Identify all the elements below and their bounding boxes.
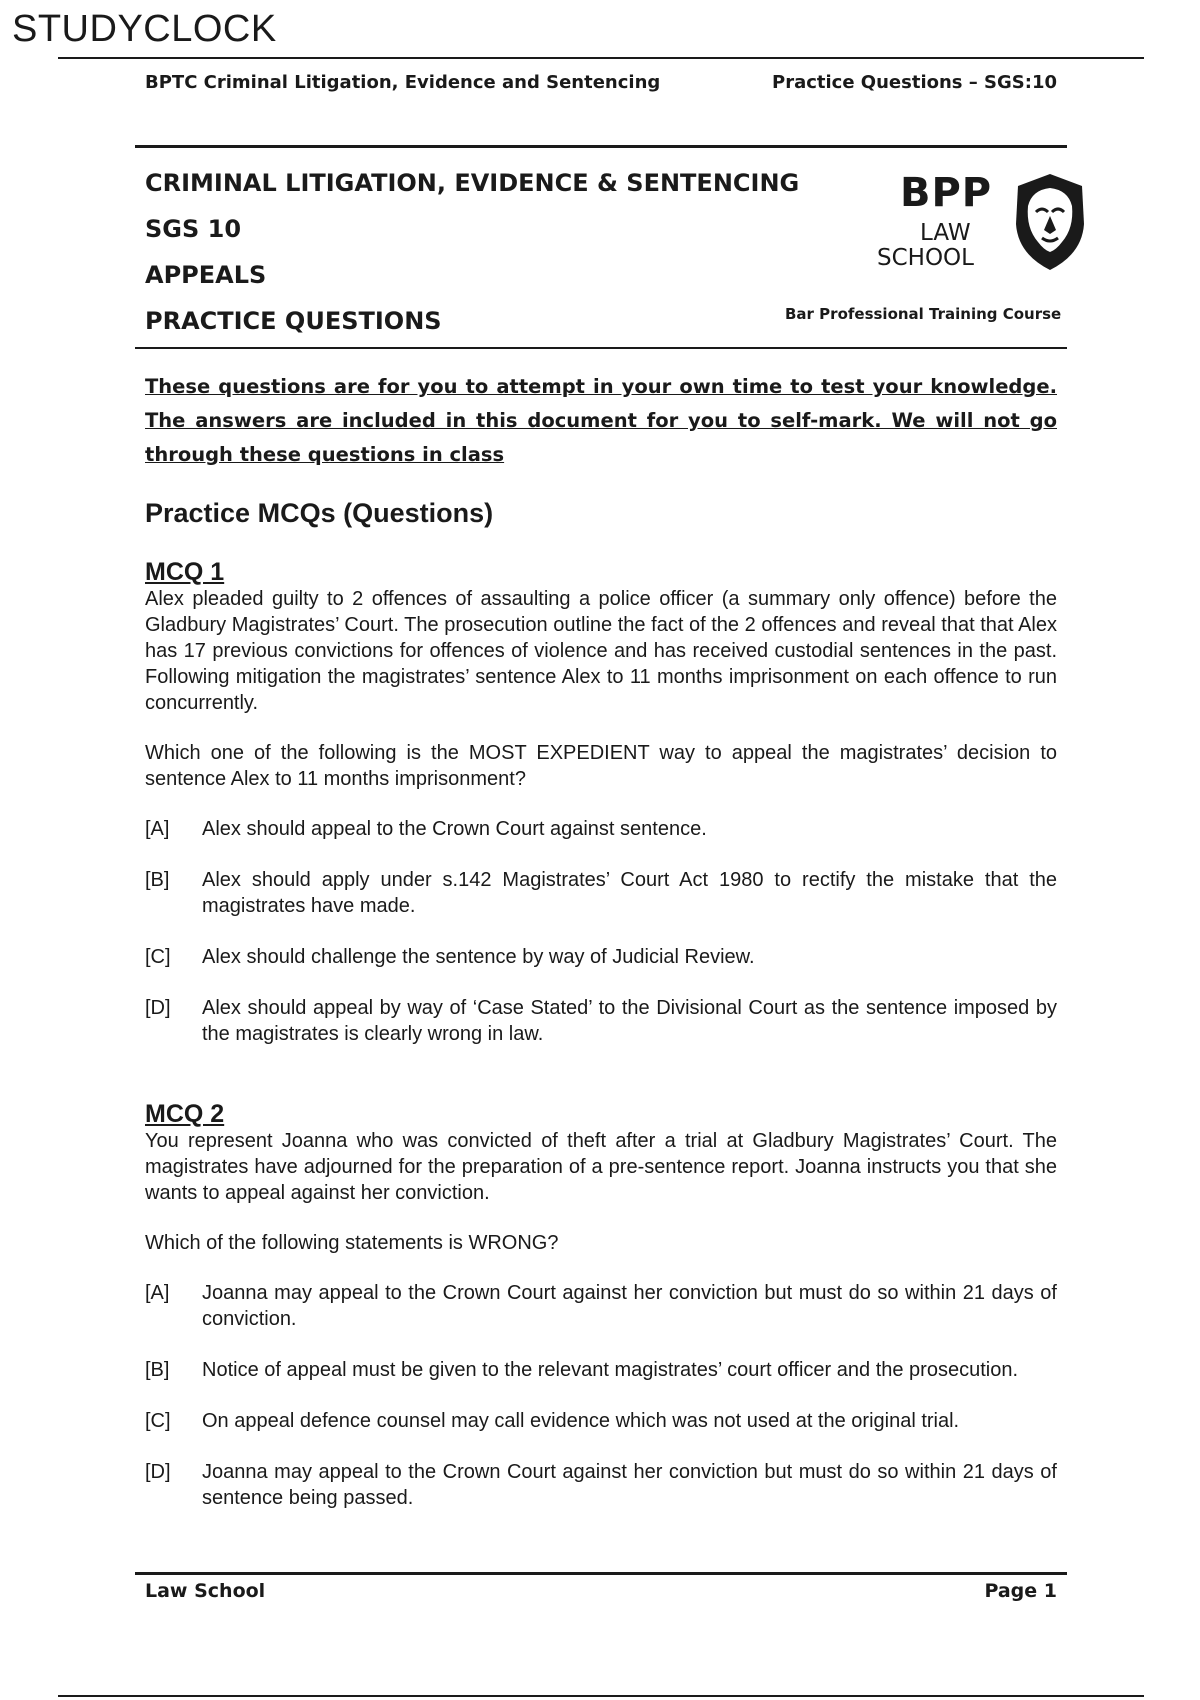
option-text: Alex should challenge the sentence by way of Judicial Review.: [202, 946, 755, 968]
lion-shield-icon: [1012, 172, 1088, 272]
title-topic: APPEALS: [145, 261, 267, 289]
header-rule: [135, 145, 1067, 148]
title-block: [145, 160, 799, 344]
option-text: Notice of appeal must be given to the relevant magistrates’ court officer and the prosecution.: [202, 1359, 1019, 1381]
title-type: PRACTICE QUESTIONS: [145, 307, 442, 335]
title-sgs: SGS 10: [145, 215, 242, 243]
option-a: [145, 816, 1057, 842]
option-text: Alex should apply under s.142 Magistrates’ Court Act 1980 to rectify the mistake that the magistrates have made.: [202, 869, 1057, 917]
option-letter: [A]: [145, 1282, 170, 1304]
mcq-heading: MCQ 1: [145, 558, 225, 586]
title-module: CRIMINAL LITIGATION, EVIDENCE & SENTENCING: [145, 169, 800, 197]
watermark: STUDYCLOCK: [12, 8, 277, 50]
running-header: [145, 72, 1057, 93]
bottom-divider: [58, 1695, 1144, 1697]
page-number: Page 1: [984, 1580, 1057, 1602]
mcq-1: [145, 558, 1057, 1072]
footer-rule: [135, 1572, 1067, 1575]
self-study-notice: These questions are for you to attempt in your own time to test your knowledge. The answers are included in this document for you to self-mark. We will not go through these questions in class: [145, 375, 1057, 466]
mcq-heading: MCQ 2: [145, 1100, 225, 1128]
option-text: Joanna may appeal to the Crown Court against her conviction but must do so within 21 days of sentence being passed.: [202, 1461, 1057, 1509]
bpp-law-school-logo: [835, 168, 1085, 278]
option-d: [145, 1459, 1057, 1511]
option-b: [145, 1357, 1057, 1383]
section-title: Practice MCQs (Questions): [145, 498, 494, 528]
option-c: [145, 944, 1057, 970]
course-subtitle: Bar Professional Training Course: [785, 305, 1062, 323]
logo-law-text: LAW: [920, 220, 971, 246]
header-document-ref: Practice Questions – SGS:10: [772, 72, 1057, 93]
option-letter: [B]: [145, 1359, 170, 1381]
option-c: [145, 1408, 1057, 1434]
mcq-question: Which of the following statements is WRONG?: [145, 1232, 559, 1254]
mcq-options: [145, 1280, 1057, 1511]
document-page: [135, 0, 1067, 1700]
option-letter: [D]: [145, 997, 171, 1019]
mcq-stem: You represent Joanna who was convicted of theft after a trial at Gladbury Magistrates’ Court. The magistrates have adjourned for the preparation of a pre-sentence report. Joanna instructs you that she wants to appeal against her conviction.: [145, 1130, 1057, 1204]
mcq-question: Which one of the following is the MOST EXPEDIENT way to appeal the magistrates’ decision to sentence Alex to 11 months imprisonment?: [145, 742, 1057, 790]
mcq-options: [145, 816, 1057, 1047]
option-text: On appeal defence counsel may call evidence which was not used at the original trial.: [202, 1410, 960, 1432]
option-text: Alex should appeal by way of ‘Case Stated’ to the Divisional Court as the sentence imposed by the magistrates is clearly wrong in law.: [202, 997, 1057, 1045]
footer-label: Law School: [145, 1580, 266, 1602]
option-letter: [D]: [145, 1461, 171, 1483]
page-footer: [145, 1580, 1057, 1602]
option-letter: [C]: [145, 1410, 171, 1432]
header-course-title: BPTC Criminal Litigation, Evidence and Sentencing: [145, 72, 661, 93]
mcq-2: [145, 1100, 1057, 1536]
option-d: [145, 995, 1057, 1047]
logo-school-text: SCHOOL: [877, 245, 974, 271]
option-text: Alex should appeal to the Crown Court against sentence.: [202, 818, 707, 840]
option-letter: [B]: [145, 869, 170, 891]
option-letter: [A]: [145, 818, 170, 840]
option-a: [145, 1280, 1057, 1332]
option-letter: [C]: [145, 946, 171, 968]
title-rule: [135, 347, 1067, 349]
option-text: Joanna may appeal to the Crown Court against her conviction but must do so within 21 days of conviction.: [202, 1282, 1057, 1330]
logo-bpp-text: BPP: [900, 170, 993, 216]
mcq-stem: Alex pleaded guilty to 2 offences of assaulting a police officer (a summary only offence) before the Gladbury Magistrates’ Court. The prosecution outline the fact of the 2 offences and reveal that that Alex has 17 previous convictions for offences of violence and has received custodial sentences in the past. Following mitigation the magistrates’ sentence Alex to 11 months imprisonment on each offence to run concurrently.: [145, 588, 1057, 714]
option-b: [145, 867, 1057, 919]
